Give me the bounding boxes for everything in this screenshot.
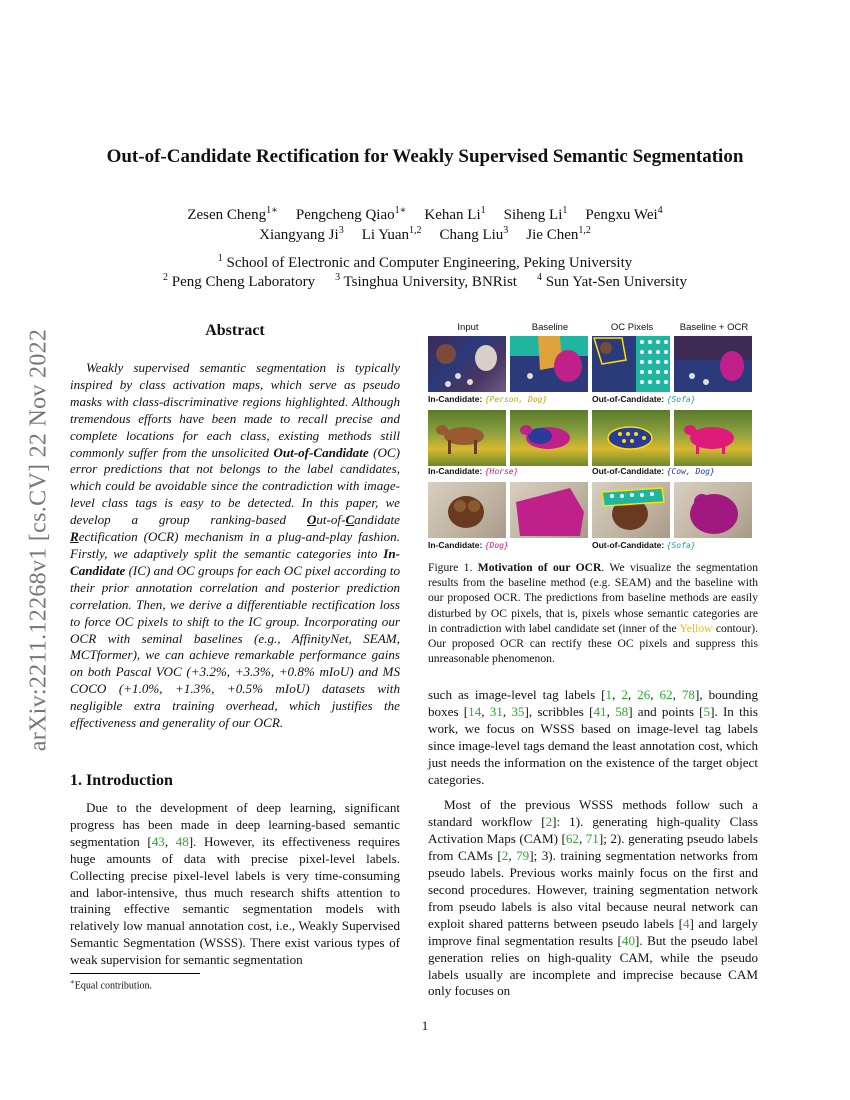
photo-dog-baseline bbox=[510, 482, 588, 538]
author-name: Pengcheng Qiao$^{1∗}$ bbox=[295, 205, 407, 223]
author-name: Li Yuan$^{1,2}$ bbox=[361, 225, 422, 243]
footnote: ∗Equal contribution. bbox=[70, 978, 152, 992]
figure-caption: Figure 1. Motivation of our OCR. We visualize the segmentation results from the baseline method (e.g. SEAM) and the baseline with our proposed OCR. The predictions from baseline methods are easily disturbed by OC pixels, that is, pixels whose semantic categories are in contradiction with label candidate set (inner of the Yellow contour). Our proposed OCR can rectify these OC pixels and suppress this unreasonable phenomenon. bbox=[428, 561, 758, 666]
right-column-body bbox=[428, 687, 758, 1000]
column-header-baseline-ocr: Baseline + OCR bbox=[679, 322, 749, 333]
abstract-body: Weakly supervised semantic segmentation is typically inspired by class activation maps, which serve as pseudo masks with class-discriminative regions highlighted. Although tremendous efforts have been made to recall precise and complete locations for each class, existing methods still commonly suffer from the unsolicited Out-of-Candidate (OC) error predictions that not belongs to the label candidates, which could be avoidable since the contradiction with image-level class tags is easy to be detected. In this paper, we develop a group ranking-based Out-of-Candidate Rectification (OCR) mechanism in a plug-and-play fashion. Firstly, we adaptively split the semantic categories into In-Candidate (IC) and OC groups for each OC pixel according to their prior annotation correlation and posterior prediction correlation. Then, we derive a differentiable rectification loss to force OC pixels to shift to the IC group. Incorporating our OCR with seminal baselines (e.g., AffinityNet, SEAM, MCTformer), we can achieve remarkable performance gains on both Pascal VOC (+3.2%, +3.3%, +0.8% mIoU) and MS COCO (+1.0%, +1.3%, +0.5% mIoU) datasets with negligible extra training overhead, which justifies the effectiveness and generality of our OCR. bbox=[70, 360, 400, 731]
affiliation: $^4$ Sun Yat-Sen University bbox=[536, 272, 687, 290]
paper-title: Out-of-Candidate Rectification for Weakly Supervised Semantic Segmentation bbox=[106, 146, 744, 167]
photo-dog-baseline-ocr bbox=[674, 482, 752, 538]
row2-out-of-candidate: Out-of-Candidate: {Cow, Dog} bbox=[592, 466, 715, 476]
author-name: Pengxu Wei$^4$ bbox=[585, 205, 663, 223]
paragraph-workflow: Most of the previous WSSS methods follow such a standard workflow [2]: 1). generating high-quality Class Activation Maps (CAM) [62, 71]; 2). generating pseudo labels from CAMs [2, 79]; 3). training segmentation networks from pseudo labels. Previous works mainly focus on the first and second procedures. However, training segmentation network from pseudo labels is also vital because neural network can exploit shared patterns between pseudo labels [4] and largely improve final segmentation results [40]. But the pseudo label generation relies on high-quality CAM, while the pseudo labels usually are incomplete and imprecise because CAM only focuses on bbox=[428, 797, 759, 999]
author-name: Siheng Li$^1$ bbox=[503, 205, 568, 223]
photo-person-dog-baseline-ocr bbox=[674, 336, 752, 392]
introduction-heading: 1. Introduction bbox=[70, 772, 173, 789]
page-number: 1 bbox=[421, 1018, 429, 1033]
figure-1 bbox=[428, 320, 760, 556]
author-name: Jie Chen$^{1,2}$ bbox=[526, 225, 591, 243]
affiliation: $^2$ Peng Cheng Laboratory bbox=[163, 272, 316, 290]
introduction-body: Due to the development of deep learning, significant progress has been made in deep learning-based semantic segmentation [43, 48]. However, its effectiveness requires huge amounts of data with precise pixel-level labels. Collecting precise pixel-level labels is very time-consuming and labor-intensive, thus much research shifts attention to training effective semantic segmentation models with relatively low manual annotation cost, i.e., Weakly Supervised Semantic Segmentation (WSSS). There exist various types of weak supervision for semantic segmentation bbox=[70, 800, 400, 968]
photo-dog-oc-pixels bbox=[592, 482, 670, 538]
column-header-oc-pixels: OC Pixels bbox=[610, 322, 654, 333]
row1-out-of-candidate: Out-of-Candidate: {Sofa} bbox=[592, 394, 696, 404]
photo-person-dog-baseline bbox=[510, 336, 588, 392]
row3-out-of-candidate: Out-of-Candidate: {Sofa} bbox=[592, 540, 696, 550]
author-name: Zesen Cheng$^{1∗}$ bbox=[187, 205, 278, 223]
photo-horse-oc-pixels bbox=[592, 410, 670, 466]
row2-in-candidate: In-Candidate: {Horse} bbox=[428, 466, 519, 476]
author-name: Chang Liu$^3$ bbox=[439, 225, 509, 243]
affiliation: $^1$ School of Electronic and Computer Engineering, Peking University bbox=[217, 253, 633, 271]
authors-line-2 bbox=[110, 221, 740, 245]
column-header-input: Input bbox=[457, 322, 479, 333]
abstract-heading: Abstract bbox=[205, 322, 265, 339]
author-name: Xiangyang Ji$^3$ bbox=[259, 225, 344, 243]
affiliations-line-2 bbox=[110, 268, 740, 292]
row3-in-candidate: In-Candidate: {Dog} bbox=[428, 540, 509, 550]
paragraph-continuation: such as image-level tag labels [1, 2, 26, 62, 78], bounding boxes [14, 31, 35], scribbles [41, 58] and points [5]. In this work, we focus on WSSS based on image-level tag labels since image-level tags demand the least annotation cost, which just needs the information on the existence of the target object categories. bbox=[428, 687, 759, 787]
footnote-rule bbox=[70, 973, 200, 974]
arxiv-stamp: arXiv:2211.12268v1 [cs.CV] 22 Nov 2022 bbox=[25, 328, 52, 752]
photo-horse-baseline bbox=[510, 410, 588, 466]
photo-person-dog-oc-pixels bbox=[592, 336, 670, 392]
photo-horse-baseline-ocr bbox=[674, 410, 752, 466]
column-header-baseline: Baseline bbox=[531, 322, 569, 333]
photo-person-dog-input bbox=[428, 336, 506, 392]
row1-in-candidate: In-Candidate: {Person, Dog} bbox=[428, 394, 548, 404]
photo-horse-input bbox=[428, 410, 506, 466]
photo-dog-input bbox=[428, 482, 506, 538]
affiliation: $^3$ Tsinghua University, BNRist bbox=[335, 272, 517, 290]
author-name: Kehan Li$^1$ bbox=[424, 205, 486, 223]
